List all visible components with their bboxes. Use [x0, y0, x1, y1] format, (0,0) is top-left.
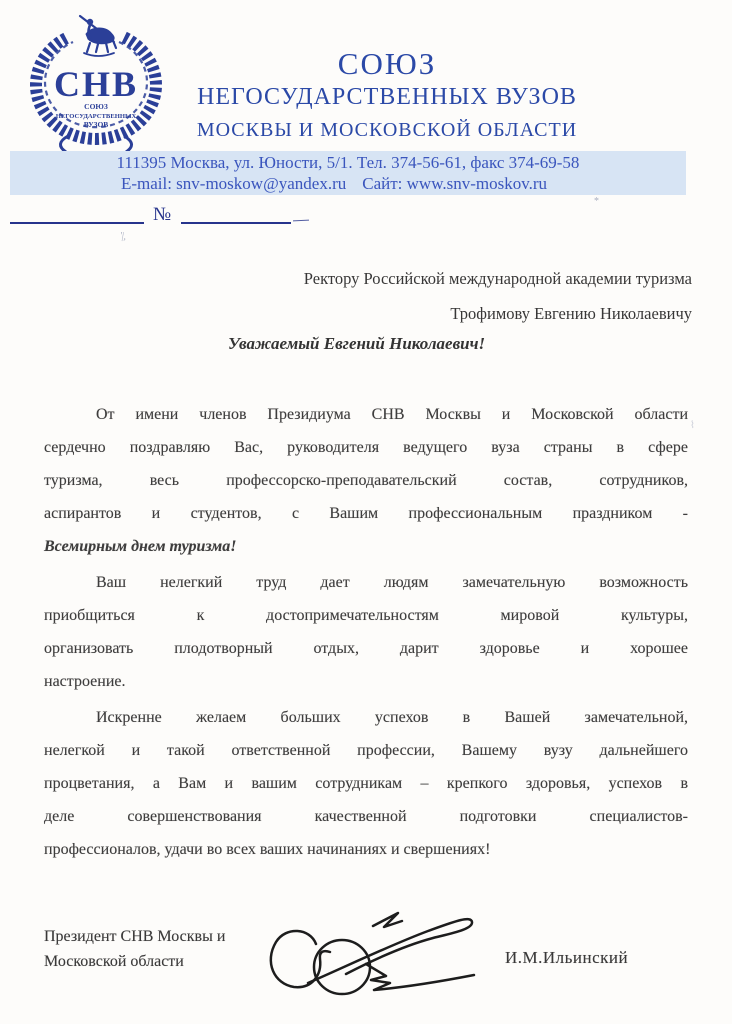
signer-name: И.М.Ильинский — [505, 948, 629, 967]
paragraph-1 — [44, 398, 688, 563]
logo-acronym: СНВ — [53, 64, 139, 104]
signature-top-zigzag — [373, 913, 402, 927]
signature-left-loop — [271, 931, 330, 987]
document-number-sign: № — [153, 204, 172, 225]
signer-title-line1: Президент СНВ Москвы и — [44, 928, 226, 945]
body-line: Искренне желаем больших успехов в Вашей замечательной, — [96, 709, 688, 726]
body-line: процветания, а Вам и вашим сотрудникам – крепкого здоровья, успехов в — [44, 775, 688, 792]
contact-band — [10, 151, 686, 195]
signature-bottom-flourish — [366, 964, 474, 990]
addressee-block — [304, 261, 692, 331]
letter-body — [44, 398, 688, 869]
handwritten-signature — [258, 882, 488, 1002]
body-line: сердечно поздравляю Вас, руководителя ведущего вуза страны в сфере — [44, 439, 688, 456]
date-blank-line — [10, 222, 144, 224]
signer-title-line2: Московской области — [44, 953, 184, 970]
logo-caption-line1: СОЮЗ — [84, 102, 108, 111]
number-blank-line — [181, 222, 291, 224]
body-line: настроение. — [44, 673, 126, 690]
scan-speck: '|, — [119, 230, 128, 243]
logo-caption-line2: НЕГОСУДАРСТВЕННЫХ — [55, 113, 137, 120]
addressee-line2: Трофимову Евгению Николаевичу — [450, 304, 692, 323]
org-website: Сайт: www.snv-moskov.ru — [362, 174, 548, 193]
org-contacts — [0, 174, 672, 194]
body-line: организовать плодотворный отдых, дарит здоровье и хорошее — [44, 640, 688, 657]
scan-speck: * — [594, 196, 599, 207]
org-email: E-mail: snv-moskow@yandex.ru — [120, 174, 347, 193]
signature-sweep — [308, 919, 472, 983]
paragraph-2 — [44, 566, 688, 698]
org-name-line3: МОСКВЫ И МОСКОВСКОЙ ОБЛАСТИ — [196, 119, 578, 141]
org-name-line2: НЕГОСУДАРСТВЕННЫХ ВУЗОВ — [197, 84, 577, 110]
paragraph-1-lines — [44, 398, 688, 530]
body-line: деле совершенствования качественной подготовки специалистов- — [44, 808, 688, 825]
body-line: нелегкой и такой ответственной профессии, Вашему вузу дальнейшего — [44, 742, 688, 759]
body-line: профессионалов, удачи во всех ваших начинаниях и свершениях! — [44, 841, 491, 858]
paragraph-1-emphasis: Всемирным днем туризма! — [44, 538, 237, 555]
signer-title — [44, 924, 225, 974]
number-blank-line-tail — [293, 220, 309, 222]
salutation: Уважаемый Евгений Николаевич! — [228, 334, 486, 353]
body-line: приобщиться к достопримечательностям мировой культуры, — [44, 607, 688, 624]
body-line: аспирантов и студентов, с Вашим профессиональным праздником - — [44, 505, 688, 522]
addressee-line1: Ректору Российской международной академии туризма — [303, 269, 692, 288]
logo-caption-line3: ВУЗОВ — [83, 120, 109, 129]
paragraph-3 — [44, 701, 688, 866]
body-line: Ваш нелегкий труд дает людям замечательную возможность — [96, 574, 688, 591]
org-name-line1: СОЮЗ — [337, 46, 437, 81]
org-address: 111395 Москва, ул. Юности, 5/1. Тел. 374-56-61, факс 374-69-58 — [116, 153, 580, 172]
body-line: От имени членов Президиума СНВ Москвы и Московской области — [96, 406, 688, 423]
scan-speck: ⌇ — [690, 420, 695, 431]
body-line: туризма, весь профессорско-преподавательский состав, сотрудников, — [44, 472, 688, 489]
